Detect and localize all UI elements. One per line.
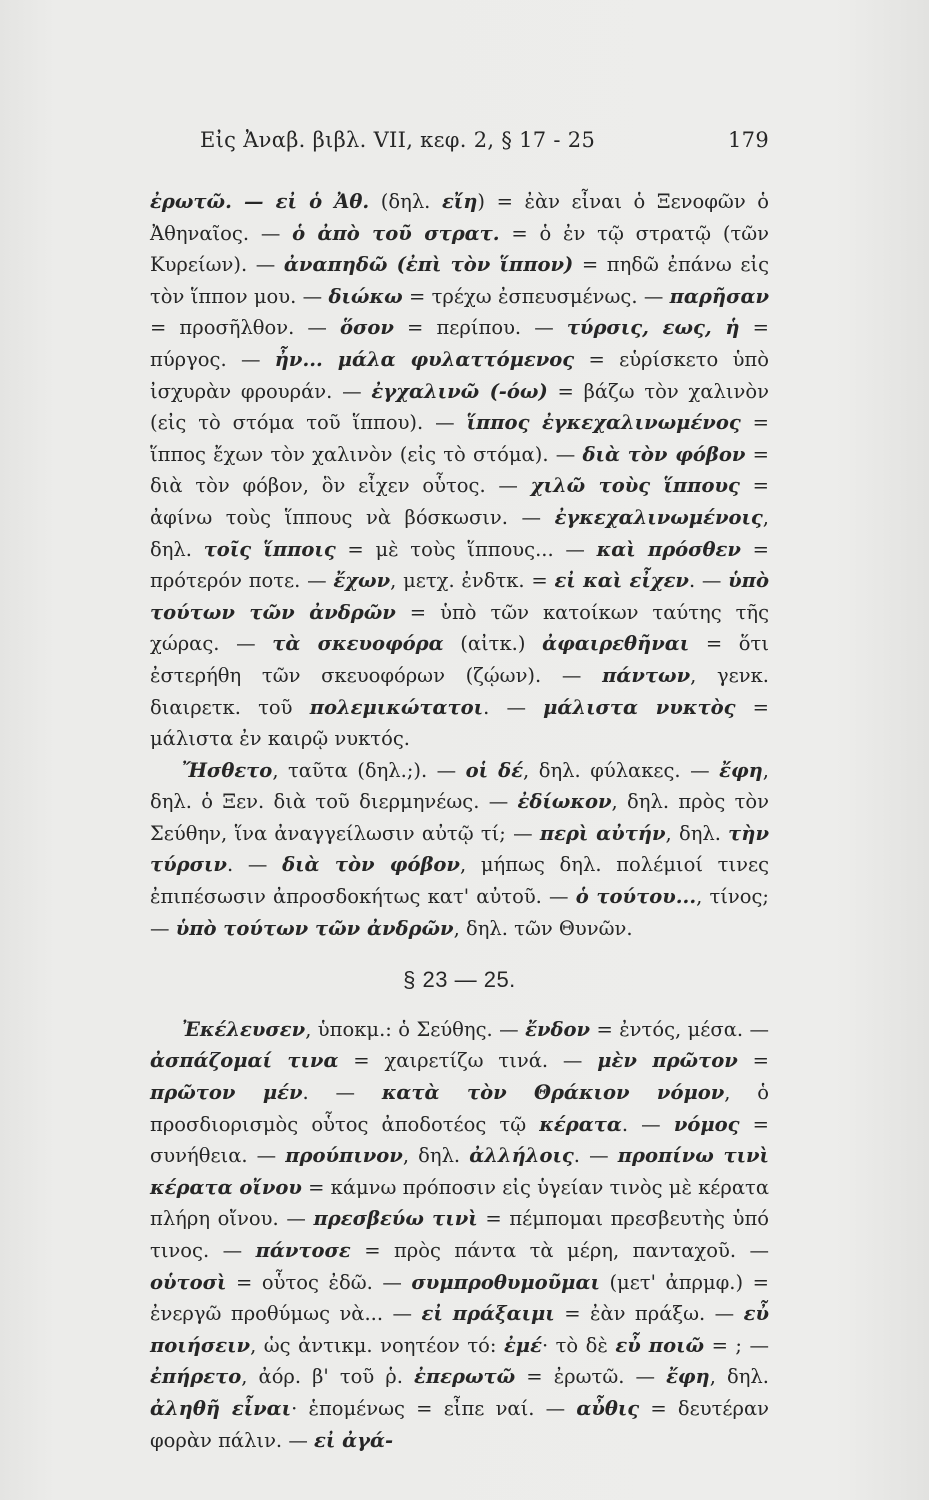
gloss-text: = βάζω τὸν χαλινὸν (εἰς τὸ στόμα τοῦ ἵππου). —	[150, 379, 769, 435]
lemma-term: ἐρωτῶ. — εἰ ὁ Ἀθ.	[150, 190, 370, 213]
gloss-text: = μὲ τοὺς ἵππους... —	[335, 537, 597, 561]
lemma-term: ἀσπάζομαί τινα	[150, 1049, 339, 1073]
gloss-text: = ὑπὸ τῶν κατοίκων ταύτης τῆς χώρας. —	[150, 600, 769, 656]
lemma-term: πάντοσε	[255, 1239, 351, 1262]
lemma-term: οἱ δέ	[465, 758, 524, 782]
gloss-text: . —	[302, 1081, 382, 1105]
lemma-term: ἔνδον	[525, 1017, 591, 1041]
lemma-term: ἐμέ	[503, 1333, 542, 1357]
lemma-term: ἐγχαλινῶ (-όω)	[371, 379, 548, 403]
lemma-term: ἔχων	[333, 569, 391, 593]
gloss-text: = ὅτι ἐστερήθη τῶν σκευοφόρων (ζῴων). —	[150, 632, 769, 687]
gloss-text: = οὗτος ἐδῶ. —	[226, 1270, 412, 1294]
lemma-term: εἰ καὶ εἶχεν	[554, 569, 689, 593]
lemma-term: ἐδίωκον	[517, 790, 612, 814]
running-head: Εἰς Ἀναβ. βιβλ. VII, κεφ. 2, § 17 - 25	[200, 128, 596, 152]
lemma-term: εἰ ἀγά-	[314, 1428, 394, 1452]
commentary-paragraph	[150, 755, 769, 945]
gloss-text: (μετ' ἀπρμφ.) = ἐνεργῶ προθύμως νὰ... —	[150, 1270, 769, 1326]
gloss-text: , ὑποκμ.: ὁ Σεύθης. —	[305, 1017, 526, 1041]
gloss-text: , τίνος; —	[150, 885, 769, 940]
lemma-term: τύρσις, εως, ἡ	[566, 316, 740, 340]
gloss-text: , ἀόρ. β' τοῦ ῥ.	[241, 1365, 415, 1389]
gloss-text: =	[737, 1049, 769, 1073]
gloss-text: = πέμπομαι πρεσβευτὴς ὑπό τινος. —	[150, 1207, 769, 1262]
gloss-text: = πρότερόν ποτε. —	[150, 537, 769, 593]
gloss-text: = ἀφίνω τοὺς ἵππους νὰ βόσκωσιν. —	[150, 474, 769, 529]
gloss-text: = μάλιστα ἐν καιρῷ νυκτός.	[150, 695, 770, 751]
gloss-text: = ; —	[704, 1333, 769, 1357]
lemma-term: ἀφαιρεθῆναι	[542, 632, 690, 656]
gloss-text: , δηλ.	[665, 821, 729, 845]
lemma-term: Ἤσθετο	[182, 758, 273, 782]
lemma-term: πάντων	[602, 663, 691, 687]
gloss-text: = περίπου. —	[393, 316, 567, 340]
lemma-term: ἐγκεχαλινωμένοις	[554, 505, 763, 529]
gloss-text: , ταῦτα (δηλ.;). —	[272, 758, 466, 782]
lemma-term: ὑπὸ τούτων τῶν ἀνδρῶν	[150, 569, 769, 624]
commentary-paragraph	[150, 186, 769, 755]
lemma-term: μὲν πρῶτον	[597, 1049, 738, 1073]
lemma-term: καὶ πρόσθεν	[596, 537, 741, 561]
lemma-term: προπίνω τινὶ κέρατα οἴνου	[150, 1144, 769, 1199]
lemma-term: Ἐκέλευσεν	[182, 1017, 306, 1041]
gloss-text: = ὁ ἐν τῷ στρατῷ (τῶν Κυρείων). —	[150, 221, 770, 277]
gloss-text: , μετχ. ἐνδτκ. =	[390, 569, 555, 593]
lemma-term: τοῖς ἵπποις	[203, 537, 336, 561]
lemma-term: εἰ πράξαιμι	[421, 1302, 555, 1326]
lemma-term: ἵππος ἐγκεχαλινωμένος	[466, 411, 741, 435]
lemma-term: κέρατα	[539, 1112, 622, 1136]
lemma-term: συμπροθυμοῦμαι	[411, 1270, 600, 1294]
lemma-term: ἀλλήλοις	[469, 1144, 574, 1168]
gloss-text: (αἰτκ.)	[443, 632, 543, 656]
gloss-text: = πρὸς πάντα τὰ μέρη, πανταχοῦ. —	[350, 1239, 769, 1262]
lemma-term: μάλιστα νυκτὸς	[543, 695, 736, 719]
gloss-text: , δηλ. ὁ Ξεν. διὰ τοῦ διερμηνέως. —	[150, 758, 769, 814]
lemma-term: ἔφη	[719, 758, 763, 782]
gloss-text: · τὸ δὲ	[541, 1333, 616, 1357]
lemma-term: εἴη	[441, 190, 478, 213]
gloss-text: = ἐντός, μέσα. —	[590, 1017, 769, 1041]
gloss-text: . —	[621, 1112, 674, 1136]
lemma-term: ὁ ἀπὸ τοῦ στρατ.	[292, 221, 500, 245]
gloss-text: = ἐὰν πράξω. —	[554, 1302, 744, 1326]
lemma-term: αὖθις	[576, 1396, 640, 1420]
commentary-body	[150, 186, 769, 1456]
gloss-text: , δηλ. φύλακες. —	[523, 758, 720, 782]
gloss-text: , δηλ. πρὸς τὸν Σεύθην, ἵνα ἀναγγείλωσιν αὐτῷ τί; —	[150, 790, 769, 845]
lemma-term: οὑτοσὶ	[150, 1270, 227, 1294]
gloss-text: = δευτέραν φορὰν πάλιν. —	[150, 1396, 769, 1452]
lemma-term: ὑπὸ τούτων τῶν ἀνδρῶν	[175, 916, 454, 940]
lemma-term: τὴν τύρσιν	[150, 821, 769, 877]
lemma-term: νόμος	[673, 1112, 740, 1136]
gloss-text: = τρέχω ἐσπευσμένως. —	[402, 284, 670, 308]
gloss-text: . —	[483, 695, 544, 719]
lemma-term: εὖ ποιήσειν	[150, 1302, 769, 1357]
lemma-term: πολεμικώτατοι	[309, 695, 484, 719]
gloss-text: = εὑρίσκετο ὑπὸ ἰσχυρὰν φρουράν. —	[150, 347, 769, 403]
gloss-text: ) = ἐὰν εἶναι ὁ Ξενοφῶν ὁ Ἀθηναῖος. —	[150, 190, 769, 245]
lemma-term: ἔφη	[666, 1365, 710, 1389]
page-number: 179	[728, 128, 769, 152]
gloss-text: , γενκ. διαιρετκ. τοῦ	[150, 663, 769, 719]
gloss-text: , δηλ.	[402, 1144, 470, 1168]
gloss-text: (δηλ.	[369, 190, 442, 213]
gloss-text: , δηλ.	[709, 1365, 769, 1389]
lemma-term: περὶ αὐτήν	[539, 821, 666, 845]
lemma-term: ἦν... μάλα φυλαττόμενος	[274, 347, 575, 371]
lemma-term: διὰ τὸν φόβον	[582, 442, 746, 466]
gloss-text: = χαιρετίζω τινά. —	[338, 1049, 598, 1073]
gloss-text: · ἑπομένως = εἶπε ναί. —	[291, 1396, 577, 1420]
lemma-term: ὅσον	[340, 316, 394, 340]
gloss-text: = ἐρωτῶ. —	[515, 1365, 667, 1389]
lemma-term: κατὰ τὸν Θράκιον νόμον	[381, 1081, 725, 1105]
gloss-text: . —	[688, 569, 729, 593]
gloss-text: = προσῆλθον. —	[150, 316, 341, 340]
gloss-text: , ὡς ἀντικμ. νοητέον τό:	[250, 1333, 504, 1357]
lemma-term: ἐπήρετο	[150, 1365, 242, 1389]
gloss-text: = πηδῶ ἐπάνω εἰς τὸν ἵππον μου. —	[150, 253, 770, 308]
section-heading: § 23 — 25.	[403, 967, 516, 993]
lemma-term: διώκω	[328, 284, 403, 308]
lemma-term: πρεσβεύω τινὶ	[313, 1207, 478, 1231]
gloss-text: = κάμνω πρόποσιν εἰς ὑγείαν τινὸς μὲ κέρατα πλήρη οἴνου. —	[150, 1175, 769, 1231]
lemma-term: ἐπερωτῶ	[414, 1365, 516, 1389]
gloss-text: . —	[226, 853, 283, 877]
lemma-term: ὁ τούτου...	[575, 885, 697, 909]
lemma-term: ἀληθῆ εἶναι	[150, 1396, 292, 1420]
lemma-term: τὰ σκευοφόρα	[272, 632, 444, 656]
lemma-term: διὰ τὸν φόβον	[282, 853, 460, 877]
page-header	[150, 128, 769, 164]
gloss-text: = συνήθεια. —	[150, 1112, 769, 1168]
gloss-text: , δηλ. τῶν Θυνῶν.	[453, 916, 633, 940]
gloss-text: = πύργος. —	[150, 316, 769, 371]
lemma-term: χιλῶ τοὺς ἵππους	[530, 474, 740, 498]
gloss-text: , μήπως δηλ. πολέμιοί τινες ἐπιπέσωσιν ἀπροσδοκήτως κατ' αὐτοῦ. —	[150, 853, 769, 909]
lemma-term: παρῆσαν	[669, 284, 769, 308]
lemma-term: προύπινον	[285, 1144, 403, 1168]
gloss-text: . —	[573, 1144, 618, 1168]
commentary-paragraph	[150, 1014, 769, 1456]
lemma-term: ἀναπηδῶ (ἐπὶ τὸν ἵππον)	[283, 253, 574, 277]
lemma-term: εὖ ποιῶ	[615, 1333, 705, 1357]
gloss-text: , ὁ προσδιορισμὸς οὗτος ἀποδοτέος τῷ	[150, 1081, 769, 1136]
gloss-text: , δηλ.	[150, 505, 769, 561]
gloss-text: = ἵππος ἔχων τὸν χαλινὸν (εἰς τὸ στόμα). —	[150, 411, 769, 466]
gloss-text: = διὰ τὸν φόβον, ὃν εἶχεν οὗτος. —	[150, 442, 769, 498]
lemma-term: πρῶτον μέν	[150, 1081, 303, 1105]
